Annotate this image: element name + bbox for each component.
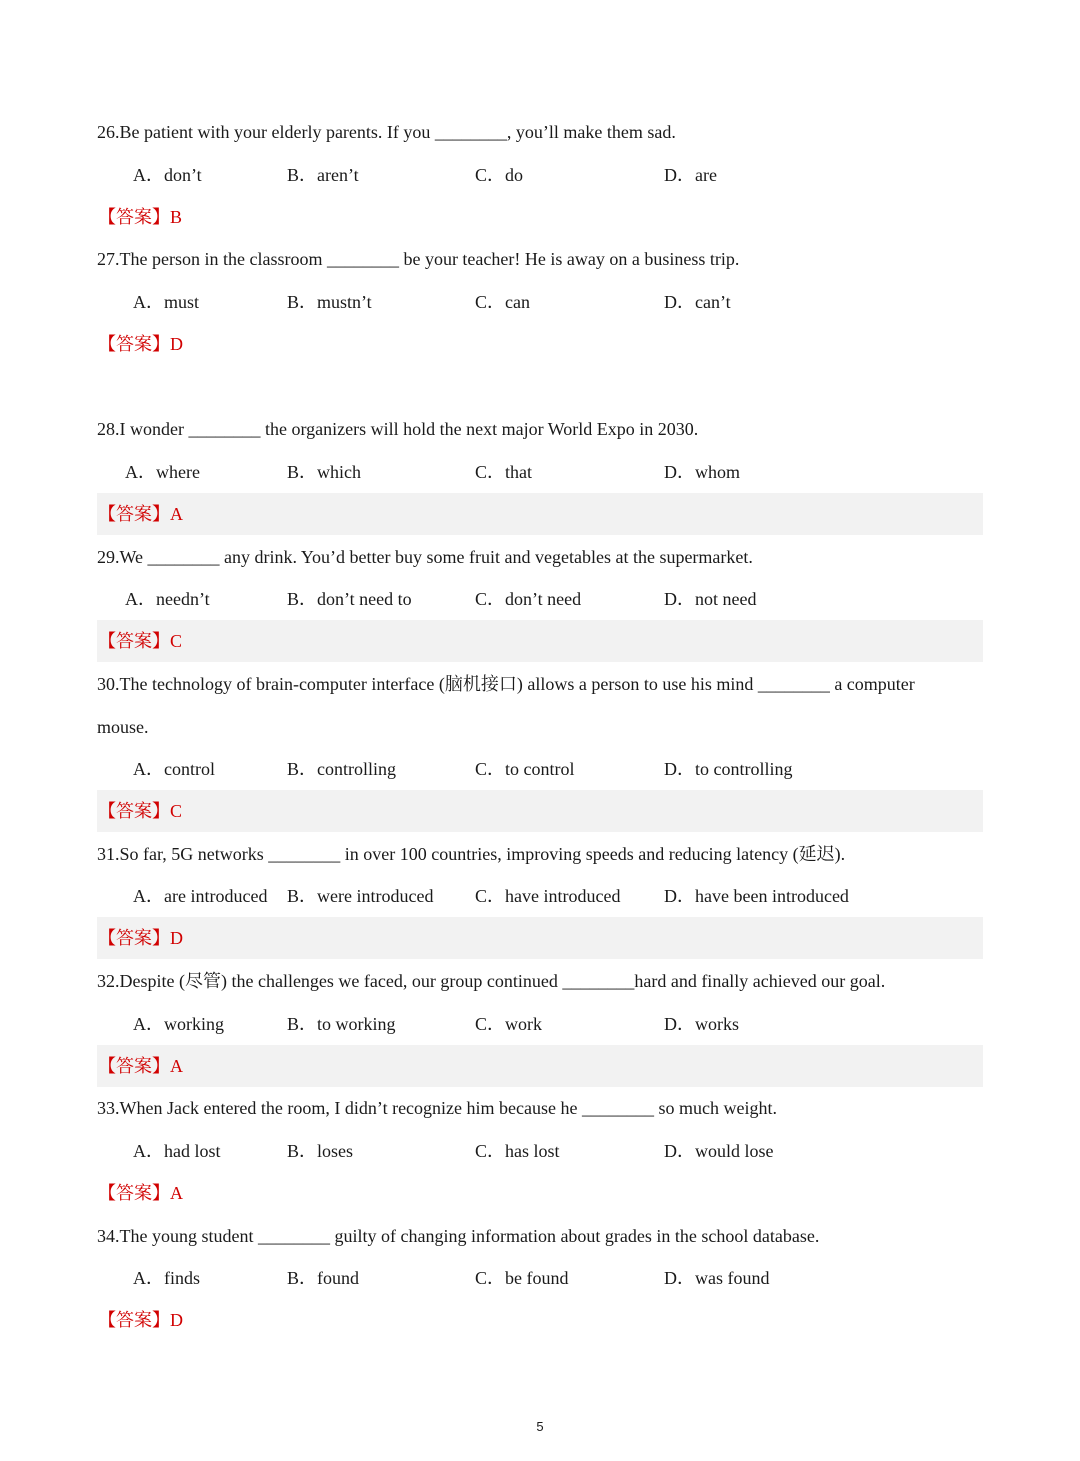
answer-label: 【答案】D <box>98 928 183 948</box>
option-a: A．control <box>133 759 215 779</box>
options-29 <box>97 588 983 610</box>
answer-26 <box>97 196 983 238</box>
options-26 <box>97 164 983 186</box>
option-c: C．have introduced <box>475 886 621 906</box>
option-c: C．can <box>475 292 530 312</box>
question-32: 32.Despite (尽管) the challenges we faced, our group continued ________hard and finally achieved our goal. <box>97 971 886 991</box>
option-d: D．was found <box>664 1268 770 1288</box>
options-27 <box>97 291 983 313</box>
option-d: D．works <box>664 1014 739 1034</box>
option-a: A．are introduced <box>133 886 268 906</box>
options-34 <box>97 1267 983 1289</box>
question-29: 29.We ________ any drink. You’d better buy some fruit and vegetables at the supermarket. <box>97 547 753 567</box>
option-a: A．needn’t <box>125 589 210 609</box>
option-b: B．to working <box>287 1014 396 1034</box>
answer-label: 【答案】A <box>98 1056 183 1076</box>
answer-label: 【答案】C <box>98 801 183 821</box>
option-d: D．not need <box>664 589 757 609</box>
option-a: A．finds <box>133 1268 200 1288</box>
option-c: C．that <box>475 462 532 482</box>
question-28: 28.I wonder ________ the organizers will hold the next major World Expo in 2030. <box>97 419 699 439</box>
option-c: C．be found <box>475 1268 569 1288</box>
option-d: D．are <box>664 165 717 185</box>
option-d: D．whom <box>664 462 740 482</box>
answer-30 <box>97 790 983 832</box>
option-a: A．don’t <box>133 165 202 185</box>
question-26: 26.Be patient with your elderly parents. If you ________, you’ll make them sad. <box>97 122 676 142</box>
option-c: C．has lost <box>475 1141 560 1161</box>
answer-27 <box>97 323 983 365</box>
options-30 <box>97 758 983 780</box>
answer-label: 【答案】A <box>98 504 183 524</box>
answer-34 <box>97 1299 983 1341</box>
option-b: B．which <box>287 462 361 482</box>
option-b: B．were introduced <box>287 886 434 906</box>
option-d: D．would lose <box>664 1141 774 1161</box>
answer-31 <box>97 917 983 959</box>
options-33 <box>97 1140 983 1162</box>
option-a: A．where <box>125 462 200 482</box>
answer-28 <box>97 493 983 535</box>
option-c: C．don’t need <box>475 589 582 609</box>
question-30-continued: mouse. <box>97 717 149 737</box>
page-number: 5 <box>536 1419 544 1434</box>
answer-label: 【答案】C <box>98 631 183 651</box>
question-33: 33.When Jack entered the room, I didn’t recognize him because he ________ so much weight. <box>97 1098 777 1118</box>
question-30: 30.The technology of brain-computer interface (脑机接口) allows a person to use his mind ________ a computer <box>97 674 915 694</box>
question-34: 34.The young student ________ guilty of changing information about grades in the school database. <box>97 1226 820 1246</box>
option-a: A．had lost <box>133 1141 221 1161</box>
answer-label: 【答案】D <box>98 334 183 354</box>
option-d: D．to controlling <box>664 759 793 779</box>
options-28 <box>97 461 983 483</box>
answer-33 <box>97 1172 983 1214</box>
option-a: A．working <box>133 1014 224 1034</box>
option-b: B．don’t need to <box>287 589 412 609</box>
answer-label: 【答案】A <box>98 1183 183 1203</box>
answer-32 <box>97 1045 983 1087</box>
option-b: B．loses <box>287 1141 354 1161</box>
option-d: D．can’t <box>664 292 731 312</box>
option-c: C．work <box>475 1014 542 1034</box>
options-32 <box>97 1013 983 1035</box>
answer-29 <box>97 620 983 662</box>
question-27: 27.The person in the classroom ________ be your teacher! He is away on a business trip. <box>97 249 740 269</box>
option-a: A．must <box>133 292 200 312</box>
option-b: B．aren’t <box>287 165 359 185</box>
answer-label: 【答案】D <box>98 1310 183 1330</box>
option-b: B．found <box>287 1268 359 1288</box>
options-31 <box>97 885 983 907</box>
option-b: B．controlling <box>287 759 396 779</box>
answer-label: 【答案】B <box>98 207 183 227</box>
option-b: B．mustn’t <box>287 292 372 312</box>
option-d: D．have been introduced <box>664 886 849 906</box>
option-c: C．to control <box>475 759 575 779</box>
question-31: 31.So far, 5G networks ________ in over 100 countries, improving speeds and reducing latency (延迟). <box>97 844 846 864</box>
option-c: C．do <box>475 165 524 185</box>
